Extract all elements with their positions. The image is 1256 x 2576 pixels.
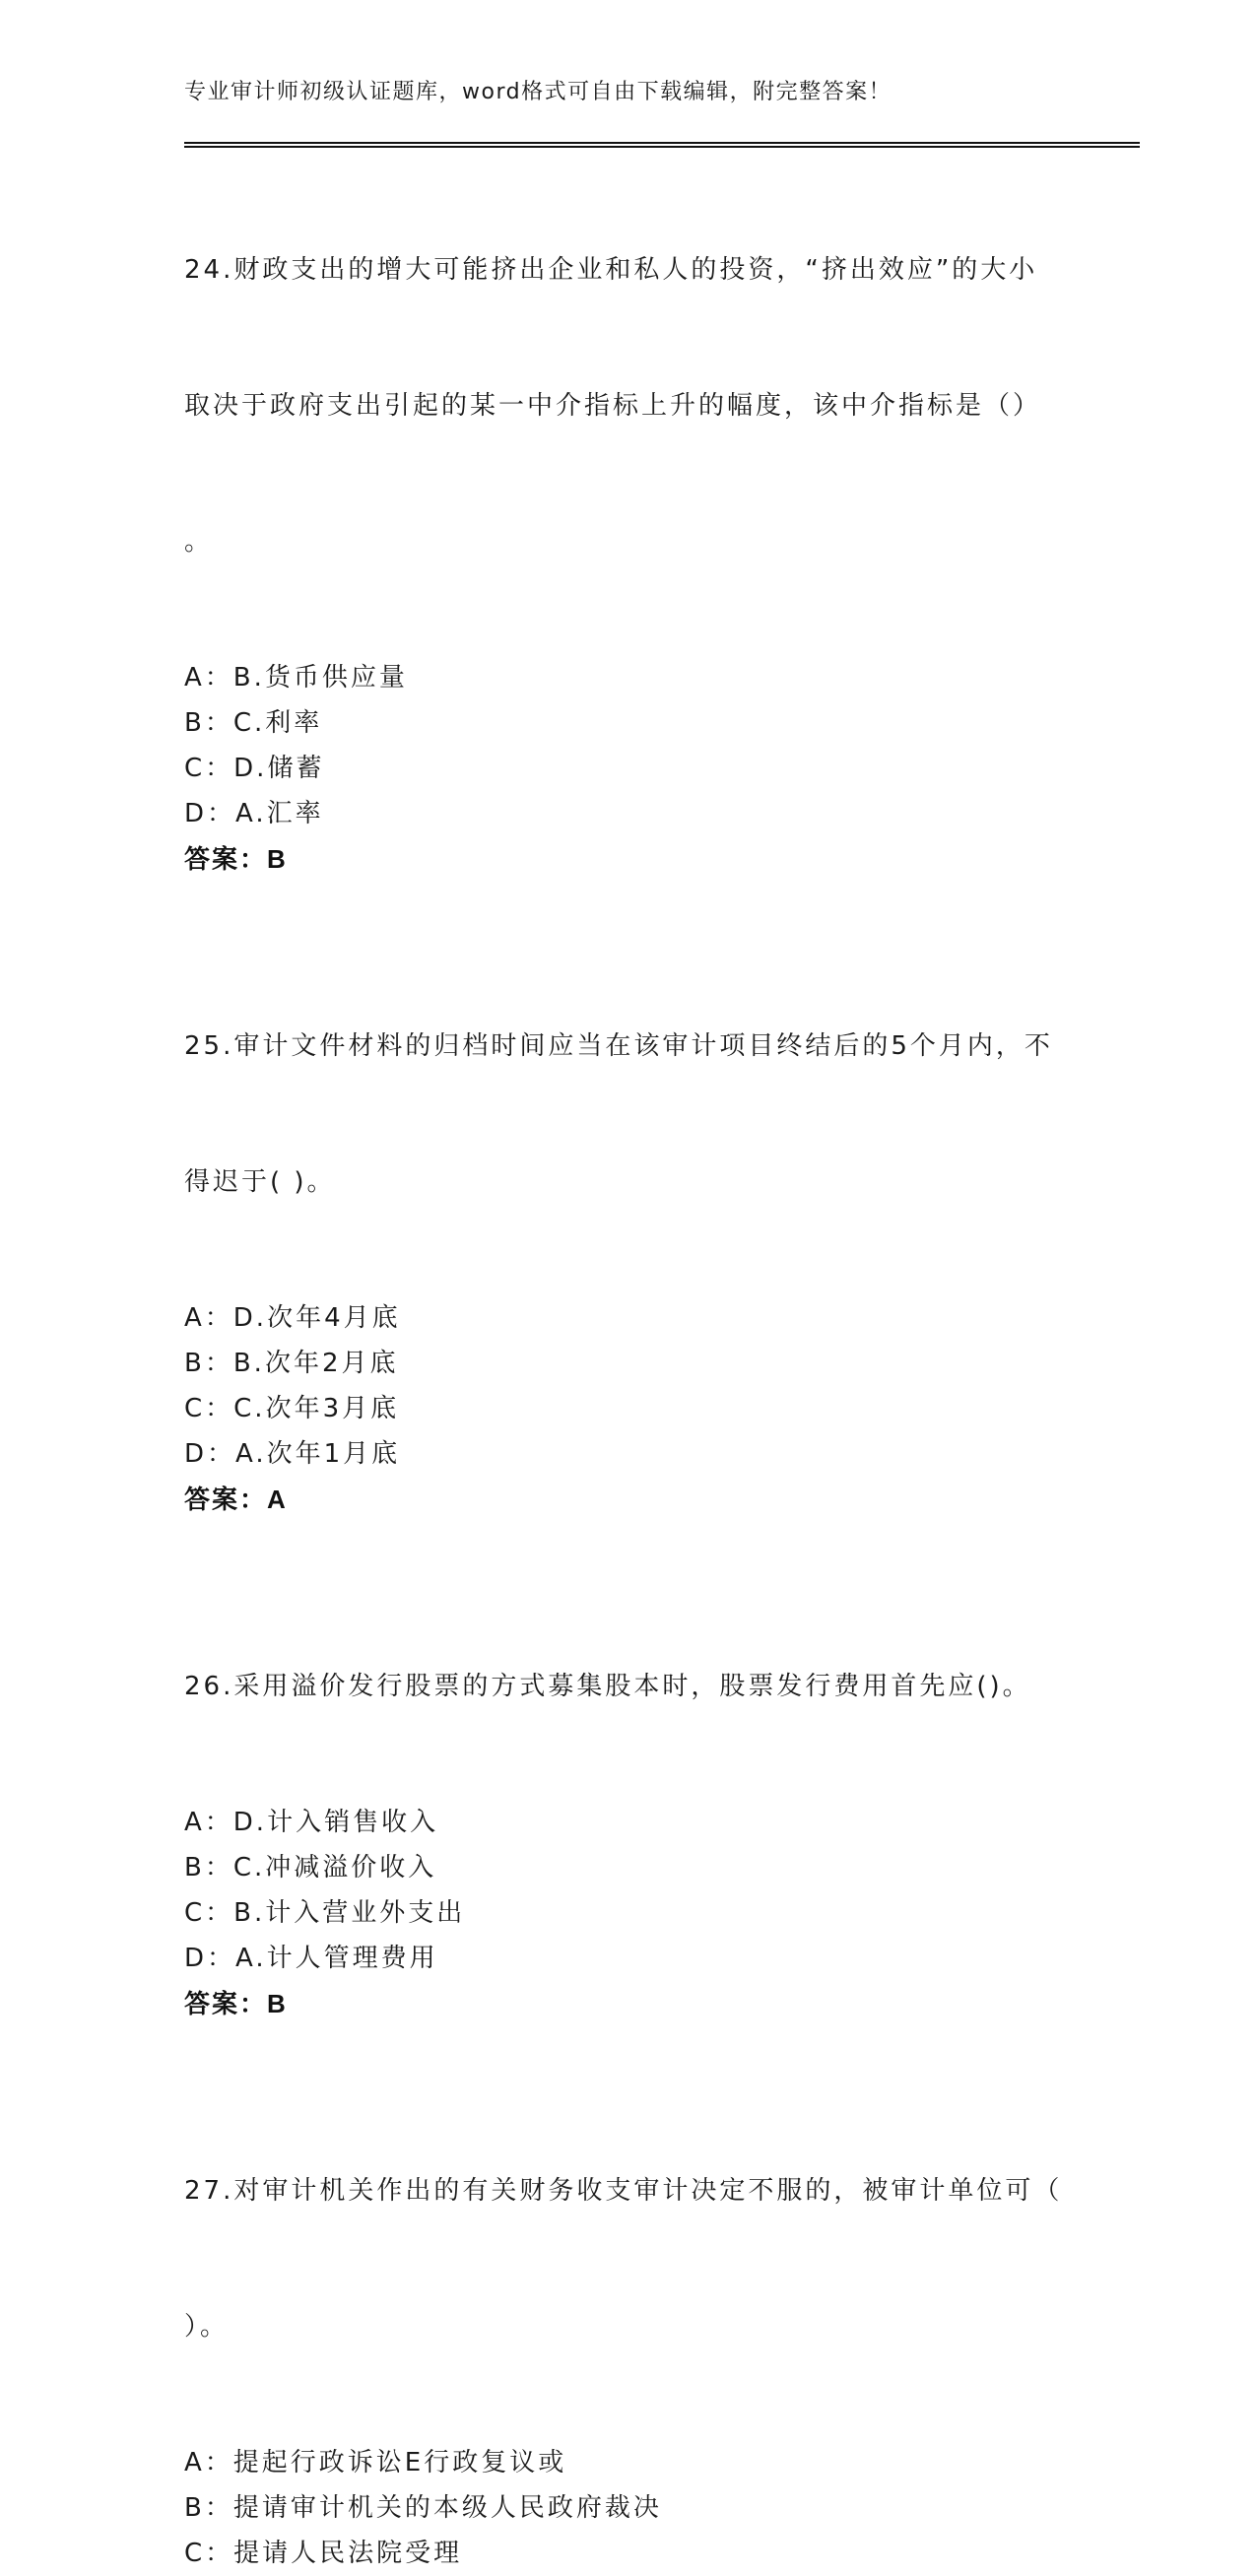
question-spacer — [184, 1522, 1071, 1573]
question-list — [184, 157, 1071, 2576]
question-stem — [184, 1573, 1071, 1800]
stem-line: ）。 — [184, 2312, 230, 2342]
stem-line: 得迟于( )。 — [184, 1167, 336, 1197]
stem-line: 25.审计文件材料的归档时间应当在该审计项目终结后的5个月内，不 — [184, 1031, 1053, 1061]
option-b: B：提请审计机关的本级人民政府裁决 — [184, 2493, 662, 2523]
stem-line: 24.财政支出的增大可能挤出企业和私人的投资，“挤出效应”的大小 — [184, 255, 1038, 285]
option-a: A：提起行政诉讼E行政复议或 — [184, 2448, 567, 2477]
question-26 — [184, 1573, 1071, 2026]
stem-line: 取决于政府支出引起的某一中介指标上升的幅度，该中介指标是（） — [184, 391, 1042, 421]
answer-line: 答案：A — [184, 1485, 288, 1514]
question-24 — [184, 157, 1071, 882]
question-stem — [184, 157, 1071, 655]
answer-line: 答案：B — [184, 844, 288, 874]
option-c: C：D.储蓄 — [184, 754, 325, 783]
question-spacer — [184, 882, 1071, 933]
question-27 — [184, 2078, 1071, 2576]
option-c: C：C.次年3月底 — [184, 1394, 400, 1423]
question-spacer — [184, 2026, 1071, 2078]
option-b: B：B.次年2月底 — [184, 1349, 399, 1378]
question-stem — [184, 933, 1071, 1295]
answer-line: 答案：B — [184, 1989, 288, 2018]
option-d: D：A.计人管理费用 — [184, 1944, 438, 1973]
stem-line: 。 — [184, 527, 214, 557]
option-b: B：C.利率 — [184, 708, 323, 738]
option-d: D：A.次年1月底 — [184, 1439, 401, 1469]
option-a: A：D.次年4月底 — [184, 1303, 401, 1333]
option-c: C：提请人民法院受理 — [184, 2539, 463, 2568]
option-b: B：C.冲减溢价收入 — [184, 1853, 437, 1882]
question-stem — [184, 2078, 1071, 2440]
header-double-rule — [184, 142, 1140, 148]
stem-line: 26.采用溢价发行股票的方式募集股本时，股票发行费用首先应()。 — [184, 1672, 1031, 1701]
option-a: A：B.货币供应量 — [184, 663, 408, 693]
question-25 — [184, 933, 1071, 1522]
stem-line: 27.对审计机关作出的有关财务收支审计决定不服的，被审计单位可（ — [184, 2176, 1063, 2206]
page-header-text: 专业审计师初级认证题库，word格式可自由下载编辑，附完整答案！ — [184, 80, 892, 104]
option-a: A：D.计入销售收入 — [184, 1808, 439, 1837]
option-c: C：B.计入营业外支出 — [184, 1898, 466, 1928]
option-d: D：A.汇率 — [184, 799, 324, 828]
